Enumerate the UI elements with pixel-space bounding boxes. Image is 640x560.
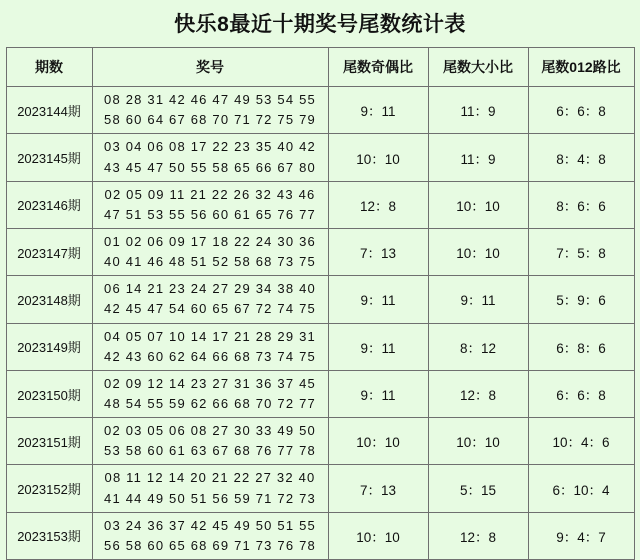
cell-period: 2023151期 <box>6 418 92 465</box>
numbers-line-1: 08 11 12 14 20 21 22 27 32 40 <box>104 470 316 486</box>
numbers-line-2: 53 58 60 61 63 67 68 76 77 78 <box>104 443 316 459</box>
cell-numbers <box>92 323 328 370</box>
cell-period: 2023148期 <box>6 276 92 323</box>
numbers-line-2: 56 58 60 65 68 69 71 73 76 78 <box>104 537 316 553</box>
cell-big-small-ratio: 5：15 <box>428 465 528 512</box>
table-row <box>6 181 634 228</box>
numbers-line-1: 06 14 21 23 24 27 29 34 38 40 <box>104 281 316 297</box>
numbers-line-1: 03 24 36 37 42 45 49 50 51 55 <box>104 517 316 533</box>
table-row <box>6 418 634 465</box>
table-header-row <box>6 48 634 87</box>
numbers-line-2: 42 45 47 54 60 65 67 72 74 75 <box>104 301 316 317</box>
table-row <box>6 276 634 323</box>
cell-012-road-ratio: 6：10：4 <box>528 465 634 512</box>
numbers-line-1: 08 28 31 42 46 47 49 53 54 55 <box>104 92 316 108</box>
table-row <box>6 87 634 134</box>
cell-odd-even-ratio: 10：10 <box>328 134 428 181</box>
cell-period: 2023153期 <box>6 512 92 559</box>
cell-012-road-ratio: 8：6：6 <box>528 181 634 228</box>
cell-012-road-ratio: 10：4：6 <box>528 418 634 465</box>
numbers-line-2: 47 51 53 55 56 60 61 65 76 77 <box>104 206 316 222</box>
header-012-road-ratio: 尾数012路比 <box>528 48 634 87</box>
cell-big-small-ratio: 10：10 <box>428 229 528 276</box>
cell-numbers <box>92 134 328 181</box>
numbers-line-1: 01 02 06 09 17 18 22 24 30 36 <box>104 234 316 250</box>
cell-numbers <box>92 87 328 134</box>
table-body <box>6 87 634 560</box>
numbers-line-1: 02 03 05 06 08 27 30 33 49 50 <box>104 423 316 439</box>
cell-odd-even-ratio: 12：8 <box>328 181 428 228</box>
cell-012-road-ratio: 7：5：8 <box>528 229 634 276</box>
cell-012-road-ratio: 9：4：7 <box>528 512 634 559</box>
cell-big-small-ratio: 8：12 <box>428 323 528 370</box>
cell-odd-even-ratio: 9：11 <box>328 276 428 323</box>
numbers-line-2: 58 60 64 67 68 70 71 72 75 79 <box>104 112 316 128</box>
numbers-line-1: 03 04 06 08 17 22 23 35 40 42 <box>104 139 316 155</box>
cell-big-small-ratio: 10：10 <box>428 418 528 465</box>
cell-odd-even-ratio: 9：11 <box>328 370 428 417</box>
table-row <box>6 323 634 370</box>
table-row <box>6 465 634 512</box>
numbers-line-2: 42 43 60 62 64 66 68 73 74 75 <box>104 348 316 364</box>
cell-period: 2023149期 <box>6 323 92 370</box>
table-row <box>6 370 634 417</box>
cell-numbers <box>92 418 328 465</box>
cell-odd-even-ratio: 7：13 <box>328 229 428 276</box>
cell-numbers <box>92 512 328 559</box>
numbers-line-2: 48 54 55 59 62 66 68 70 72 77 <box>104 396 316 412</box>
numbers-line-2: 41 44 49 50 51 56 59 71 72 73 <box>104 490 316 506</box>
header-period: 期数 <box>6 48 92 87</box>
numbers-line-2: 43 45 47 50 55 58 65 66 67 80 <box>104 159 316 175</box>
cell-numbers <box>92 465 328 512</box>
cell-odd-even-ratio: 7：13 <box>328 465 428 512</box>
cell-big-small-ratio: 11：9 <box>428 87 528 134</box>
cell-period: 2023145期 <box>6 134 92 181</box>
table-header <box>6 48 634 87</box>
cell-big-small-ratio: 11：9 <box>428 134 528 181</box>
cell-odd-even-ratio: 10：10 <box>328 418 428 465</box>
cell-012-road-ratio: 6：6：8 <box>528 87 634 134</box>
page-title: 快乐8最近十期奖号尾数统计表 <box>174 13 466 36</box>
cell-012-road-ratio: 6：6：8 <box>528 370 634 417</box>
cell-odd-even-ratio: 9：11 <box>328 323 428 370</box>
table-row <box>6 512 634 559</box>
numbers-line-1: 02 05 09 11 21 22 26 32 43 46 <box>104 186 316 202</box>
numbers-line-1: 04 05 07 10 14 17 21 28 29 31 <box>104 328 316 344</box>
header-numbers: 奖号 <box>92 48 328 87</box>
numbers-line-2: 40 41 46 48 51 52 58 68 73 75 <box>104 254 316 270</box>
table-row <box>6 229 634 276</box>
cell-012-road-ratio: 6：8：6 <box>528 323 634 370</box>
cell-012-road-ratio: 8：4：8 <box>528 134 634 181</box>
cell-big-small-ratio: 12：8 <box>428 512 528 559</box>
cell-big-small-ratio: 12：8 <box>428 370 528 417</box>
cell-big-small-ratio: 10：10 <box>428 181 528 228</box>
cell-numbers <box>92 370 328 417</box>
header-odd-even-ratio: 尾数奇偶比 <box>328 48 428 87</box>
cell-numbers <box>92 229 328 276</box>
cell-period: 2023150期 <box>6 370 92 417</box>
cell-period: 2023146期 <box>6 181 92 228</box>
cell-period: 2023152期 <box>6 465 92 512</box>
cell-odd-even-ratio: 10：10 <box>328 512 428 559</box>
cell-big-small-ratio: 9：11 <box>428 276 528 323</box>
cell-odd-even-ratio: 9：11 <box>328 87 428 134</box>
cell-numbers <box>92 276 328 323</box>
numbers-line-1: 02 09 12 14 23 27 31 36 37 45 <box>104 375 316 391</box>
table-row <box>6 134 634 181</box>
cell-012-road-ratio: 5：9：6 <box>528 276 634 323</box>
cell-numbers <box>92 181 328 228</box>
cell-period: 2023147期 <box>6 229 92 276</box>
cell-period: 2023144期 <box>6 87 92 134</box>
lottery-tail-stats-table <box>6 47 635 560</box>
header-big-small-ratio: 尾数大小比 <box>428 48 528 87</box>
